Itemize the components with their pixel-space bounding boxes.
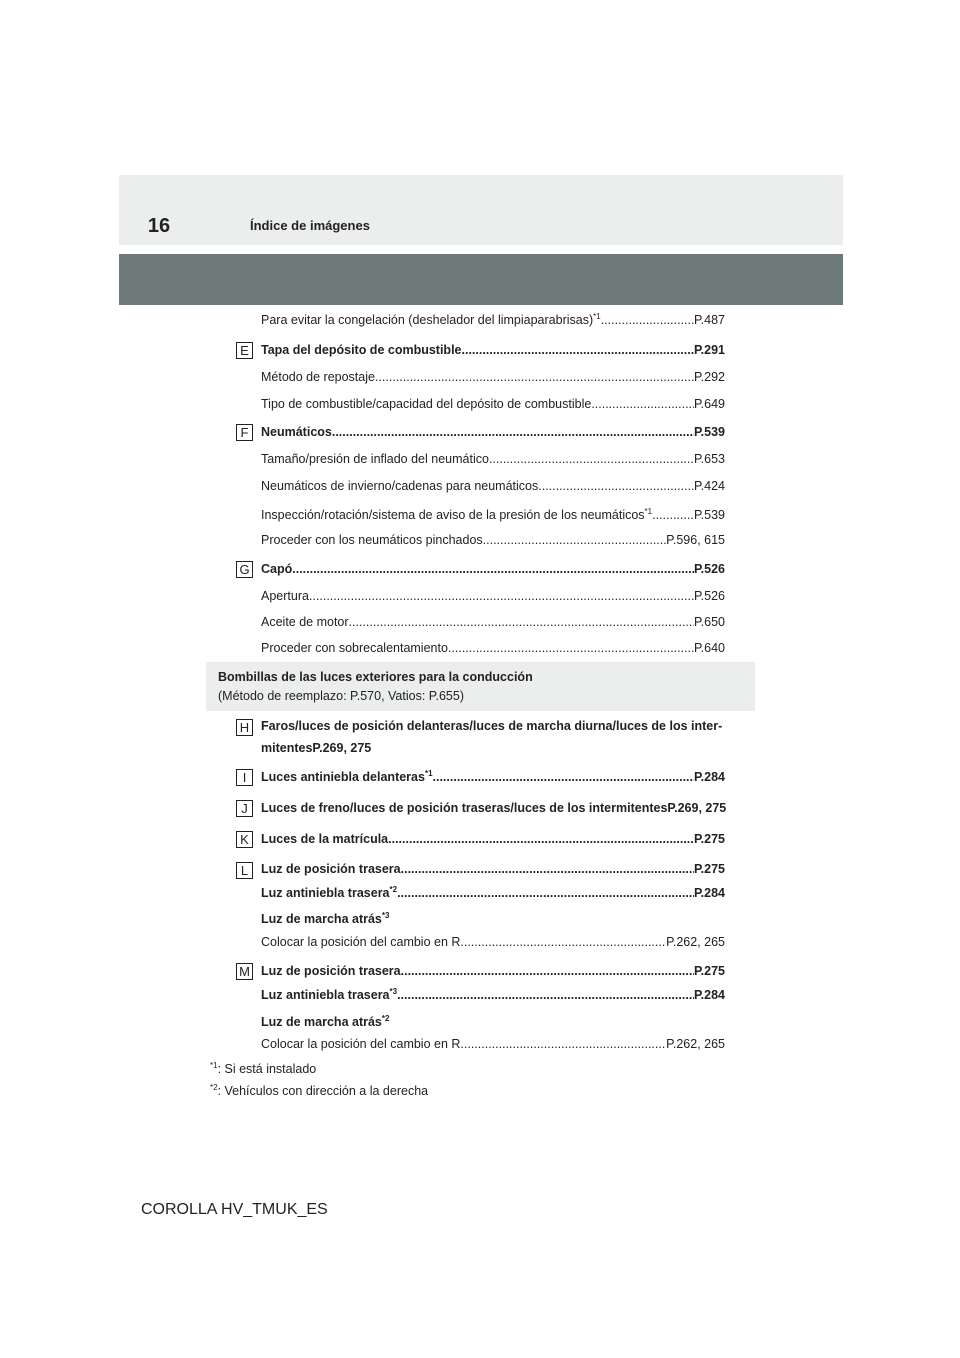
index-entry-line[interactable]: mitentesP.269, 275 [261, 741, 372, 755]
document-footer: COROLLA HV_TMUK_ES [141, 1201, 328, 1218]
box-subtitle: (Método de reemplazo: P.570, Vatios: P.655) [218, 689, 464, 703]
index-entry[interactable]: Aceite de motor ..... P.650 [261, 612, 725, 632]
index-entry[interactable]: Capó ..... P.526 [261, 559, 725, 579]
index-entry[interactable]: Para evitar la congelación (deshelador del limpiaparabrisas)$^{*1}$ ..... P.487 [261, 310, 725, 330]
letter-badge-l: L [236, 862, 253, 879]
index-entry[interactable]: Tamaño/presión de inflado del neumático ..... P.653 [261, 449, 725, 469]
letter-badge-h: H [236, 719, 253, 736]
index-entry[interactable]: Proceder con sobrecalentamiento ..... P.640 [261, 638, 725, 658]
letter-badge-k: K [236, 831, 253, 848]
index-entry[interactable]: Tipo de combustible/capacidad del depósito de combustible ..... P.649 [261, 394, 725, 414]
index-entry[interactable]: Inspección/rotación/sistema de aviso de la presión de los neumáticos$^{*1}$ ..... P.539 [261, 505, 725, 525]
index-entry[interactable]: Neumáticos ..... P.539 [261, 422, 725, 442]
index-entry[interactable]: Colocar la posición del cambio en R ..... P.262, 265 [261, 932, 725, 952]
letter-badge-j: J [236, 800, 253, 817]
footnote: $^{*1}$: Si está instalado [210, 1061, 317, 1077]
section-title: Índice de imágenes [250, 218, 370, 233]
page-number: 16 [147, 215, 171, 237]
index-entry[interactable]: Neumáticos de invierno/cadenas para neumáticos ..... P.424 [261, 476, 725, 496]
index-entry[interactable]: Proceder con los neumáticos pinchados ..... P.596, 615 [261, 530, 725, 550]
index-entry[interactable]: Luces de la matrícula ..... P.275 [261, 829, 725, 849]
letter-badge-i: I [236, 769, 253, 786]
exterior-bulbs-box [206, 662, 755, 711]
index-entry[interactable]: Luz de posición trasera ..... P.275 [261, 859, 725, 879]
index-entry[interactable]: Luces de freno/luces de posición traseras/luces de los intermitentesP.269, 275 [261, 801, 727, 815]
index-entry[interactable]: Luz antiniebla trasera$^{*2}$ ..... P.284 [261, 883, 725, 903]
footnote: $^{*2}$: Vehículos con dirección a la derecha [210, 1083, 429, 1099]
index-entry[interactable]: Luces antiniebla delanteras$^{*1}$ ..... P.284 [261, 767, 725, 787]
index-entry[interactable]: Apertura ..... P.526 [261, 586, 725, 606]
letter-badge-e: E [236, 342, 253, 359]
index-entry[interactable]: Luz de marcha atrás$^{*3}$ [261, 911, 390, 926]
index-entry[interactable]: Luz de marcha atrás$^{*2}$ [261, 1014, 390, 1029]
letter-badge-g: G [236, 561, 253, 578]
index-entry-line[interactable]: Faros/luces de posición delanteras/luces de marcha diurna/luces de los inter- [261, 719, 723, 733]
box-title: Bombillas de las luces exteriores para la conducción [218, 670, 533, 684]
index-entry[interactable]: Colocar la posición del cambio en R ..... P.262, 265 [261, 1034, 725, 1054]
index-entry[interactable]: Luz de posición trasera ..... P.275 [261, 961, 725, 981]
index-entry[interactable]: Luz antiniebla trasera$^{*3}$ ..... P.284 [261, 985, 725, 1005]
index-entry[interactable]: Tapa del depósito de combustible ..... P.291 [261, 340, 725, 360]
index-entry[interactable]: Método de repostaje ..... P.292 [261, 367, 725, 387]
letter-badge-f: F [236, 424, 253, 441]
letter-badge-m: M [236, 963, 253, 980]
